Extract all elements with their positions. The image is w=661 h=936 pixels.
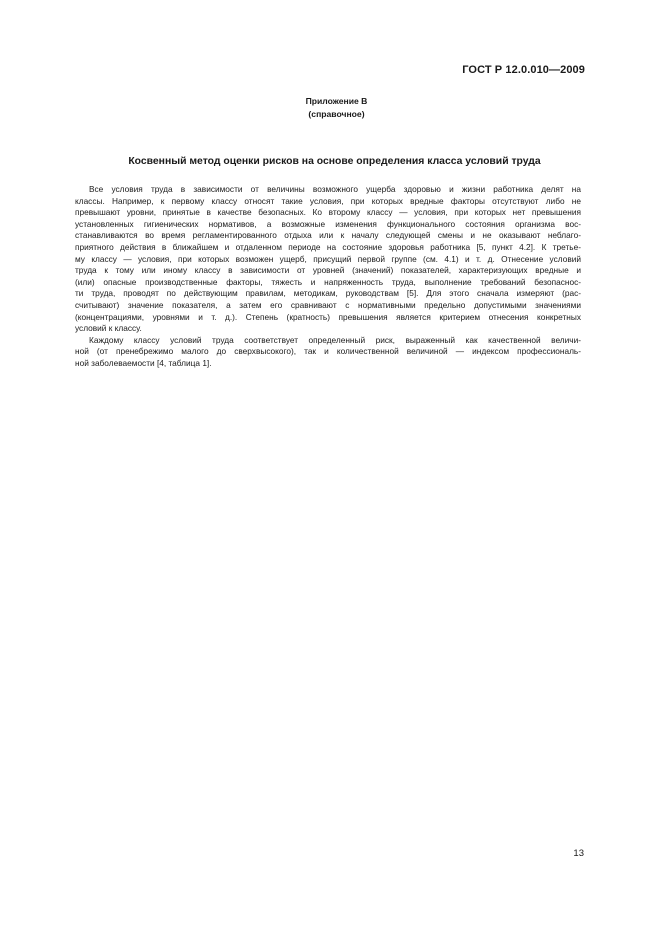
document-code: ГОСТ Р 12.0.010—2009 bbox=[462, 64, 585, 76]
paragraph-line: ной заболеваемости [4, таблица 1]. bbox=[75, 357, 212, 368]
paragraph-line: условий к классу. bbox=[75, 323, 142, 334]
paragraph-line: Все условия труда в зависимости от величины возможного ущерба здоровью и жизни работника делят на bbox=[89, 184, 581, 194]
paragraph-line: Каждому классу условий труда соответствует определенный риск, выраженный как качественной величи- bbox=[89, 334, 581, 345]
paragraph-line: му классу — условия, при которых возможен ущерб, присущий первой группе (см. 4.1) и т. д. Отнесение условий bbox=[75, 253, 581, 264]
paragraph-line: станавливаются во время регламентированного отдыха или к началу следующей смены и не оказывают неблаго- bbox=[75, 230, 581, 241]
paragraph-line: (концентрациями, уровнями и т. д.). Степень (кратность) превышения является критерием отнесения конкретных bbox=[75, 311, 581, 322]
paragraph-line: превышают уровни, принятые в качестве безопасных. Ко второму классу — условия, при которых нет превышения bbox=[75, 207, 581, 218]
appendix-subtitle: (справочное) bbox=[308, 109, 365, 119]
paragraph-line: приятного действия в ближайшем и отдаленном периоде на состояние здоровья работника [5, пункт 4.2]. К третье- bbox=[75, 241, 581, 252]
paragraph-line: (или) опасные производственные факторы, тяжесть и напряженность труда, выполнение требований безопаснос- bbox=[75, 276, 581, 287]
paragraph-1 bbox=[75, 184, 581, 335]
paragraph-line: считывают) значение показателя, а затем его сравнивают с нормативными предельно допустимыми значениями bbox=[75, 299, 581, 310]
appendix-title: Приложение В bbox=[305, 96, 368, 106]
paragraph-line: классы. Например, к первому классу относят такие условия, при которых вредные факторы отсутствуют либо не bbox=[75, 195, 581, 206]
page-number: 13 bbox=[573, 848, 584, 859]
paragraph-line: ти труда, проводят по действующим правилам, методикам, руководствам [5]. Для этого сначала измеряют (рас- bbox=[75, 288, 581, 299]
appendix-heading bbox=[0, 95, 661, 121]
section-title bbox=[0, 156, 661, 167]
paragraph-line: установленных гигиенических нормативов, а возможные изменения функционального состояния организма вос- bbox=[75, 218, 581, 229]
paragraph-line: ной (от пренебрежимо малого до сверхвысокого), так и количественной величиной — индексом профессиональ- bbox=[75, 346, 581, 357]
paragraph-2 bbox=[75, 335, 581, 370]
body-text bbox=[75, 184, 581, 370]
section-title-text: Косвенный метод оценки рисков на основе определения класса условий труда bbox=[128, 156, 541, 167]
paragraph-line: труда к тому или иному классу в зависимости от уровней (значений) показателей, характеризующих вредные и bbox=[75, 265, 581, 276]
